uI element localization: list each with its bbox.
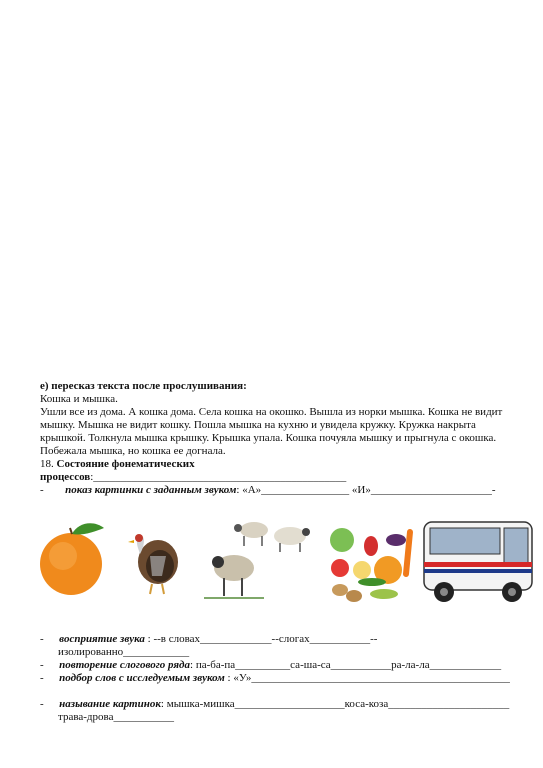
story-line: Побежала мышка, но кошка ее догнала.: [40, 445, 226, 457]
item-naming: [40, 698, 509, 712]
bullet-dash: -: [40, 659, 44, 671]
bullet-dash: -: [40, 672, 44, 684]
item-answer: : па-ба-па__________са-ша-са___________ра-ла-ла_____________: [190, 659, 502, 671]
story-line: Ушли все из дома. А кошка дома. Села кошка на окошко. Вышла из норки мышка. Кошка не видит: [40, 406, 503, 418]
vegetables-picture: [326, 518, 416, 606]
item-answer: : «А»________________ «И»______________________-: [236, 484, 496, 496]
bullet-dash: -: [40, 698, 44, 710]
story-line: мышку. Мышка не видит кошку. Пошла мышка на кухню и увидела кружку. Кружка накрыта: [40, 419, 476, 431]
item-label: называние картинок: [59, 698, 161, 710]
item-answer: : мышка-мишка____________________коса-коза______________________: [160, 698, 510, 710]
section-number: 18.: [40, 458, 54, 470]
section-18-title-line2: [40, 471, 346, 485]
item-perception-line2: изолированно____________: [58, 646, 190, 658]
item-label: повторение слогового ряда: [59, 659, 191, 671]
bullet-dash: -: [40, 484, 44, 496]
bullet-dash: -: [40, 633, 44, 645]
section-e-heading: е) пересказ текста после прослушивания:: [40, 380, 247, 392]
item-label: подбор слов с исследуемым звуком: [59, 672, 225, 684]
story-title: Кошка и мышка.: [40, 393, 118, 405]
pictures-row: [36, 512, 536, 612]
story-line: крышкой. Толкнула мышка крышку. Крышка упала. Кошка почуяла мышку и прыгнула с окошка.: [40, 432, 497, 444]
item-perception: [40, 633, 377, 647]
item-word-selection: [40, 672, 510, 686]
orange-picture: [38, 518, 108, 600]
bus-picture: [420, 514, 536, 606]
item-answer: : «У»_______________________________________________: [224, 672, 510, 684]
sheep-picture: [204, 516, 320, 602]
item-label: показ картинки с заданным звуком: [65, 484, 237, 496]
item-label: восприятие звука: [59, 633, 145, 645]
section-title: Состояние фонематических: [56, 458, 195, 470]
item-show-picture: [40, 484, 496, 498]
item-answer: : --в словах_____________--слогах___________--: [144, 633, 378, 645]
item-syllable-repeat: [40, 659, 501, 673]
section-title-cont: процессов: [40, 471, 91, 483]
item-naming-line2: трава-дрова___________: [58, 711, 174, 723]
answer-line: :______________________________________________: [90, 471, 347, 483]
turkey-picture: [122, 526, 182, 596]
section-18-title: [40, 458, 195, 472]
